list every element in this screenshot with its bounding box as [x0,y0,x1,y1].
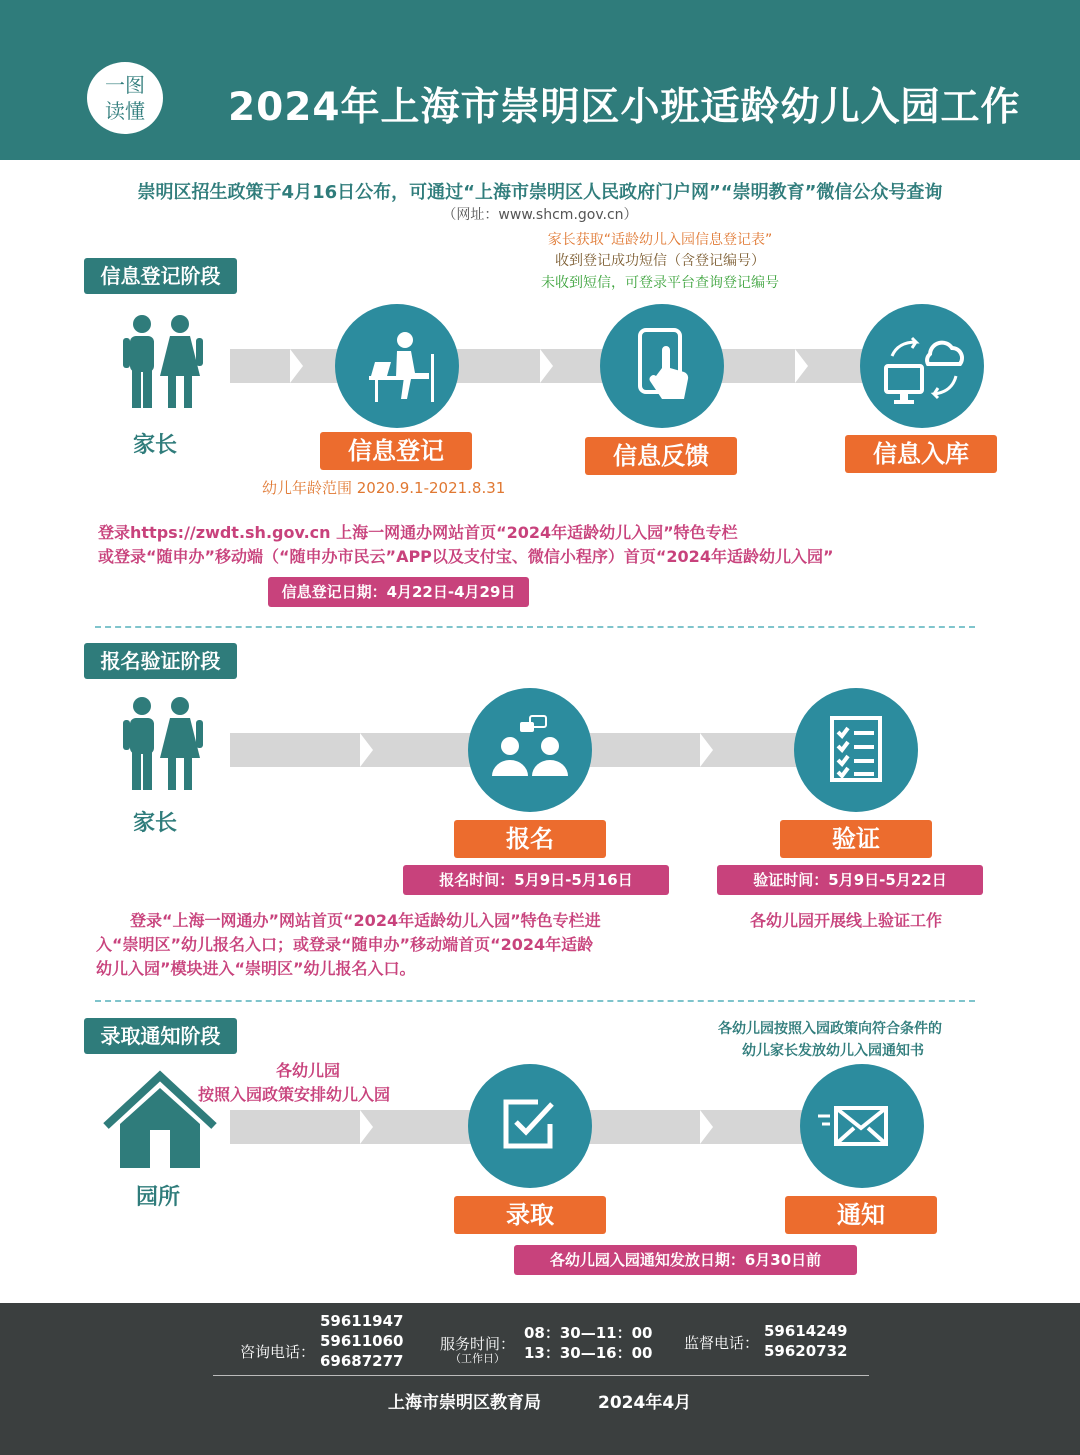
consult-number: 59611060 [320,1332,404,1350]
cloud-sync-icon [860,304,984,428]
stage3-note-left2: 按照入园政策安排幼儿入园 [198,1085,391,1104]
stage2-desc-line3: 幼儿入园”模块进入“崇明区”幼儿报名入口。 [96,959,416,978]
stage2-label-verify: 验证 [780,820,932,858]
stage1-label-register: 信息登记 [320,432,472,470]
people-icon [118,314,204,410]
stage2-desc-line1: 登录“上海一网通办”网站首页“2024年适龄幼儿入园”特色专栏进 [130,911,601,930]
age-range: 幼儿年龄范围 2020.9.1-2021.8.31 [262,479,506,497]
stage1-label-feedback: 信息反馈 [585,437,737,475]
divider [95,626,975,628]
stage3-actor: 园所 [136,1185,181,1210]
stage2-desc-right: 各幼儿园开展线上验证工作 [750,911,943,930]
stage3-label-admit: 录取 [454,1196,606,1234]
footer [0,1303,1080,1455]
intro-line: 崇明区招生政策于4月16日公布，可通过“上海市崇明区人民政府门户网”“崇明教育”微信公众号查询 [137,182,943,203]
house-icon [100,1068,220,1168]
badge-line1: 一图 [105,73,145,97]
stage1-title: 信息登记阶段 [84,258,237,294]
stage3-date: 各幼儿园入园通知发放日期：6月30日前 [514,1245,857,1275]
supervise-label: 监督电话： [684,1334,760,1352]
footer-divider [213,1375,869,1376]
page-title: 2024年上海市崇明区小班适龄幼儿入园工作 [228,85,1021,130]
header [0,0,1080,160]
badge-line2: 读懂 [105,99,145,123]
stage3-note-left1: 各幼儿园 [275,1061,340,1080]
divider [95,1000,975,1002]
consult-label: 咨询电话： [240,1343,316,1361]
consult-number: 69687277 [320,1352,404,1370]
consult-number: 59611947 [320,1312,404,1330]
arrow-icon [795,349,808,383]
service-time: 13：30—16：00 [524,1344,653,1362]
mail-icon [800,1064,924,1188]
stage1-label-storage: 信息入库 [845,435,997,473]
stage1-date: 信息登记日期：4月22日-4月29日 [268,577,529,607]
footer-date: 2024年4月 [598,1393,692,1413]
arrow-icon [360,1110,373,1144]
stage1-desc2: 或登录“随申办”移动端（“随申办市民云”APP以及支付宝、微信小程序）首页“2024年适龄幼儿入园” [98,547,834,566]
supervise-number: 59620732 [764,1342,848,1360]
stage1-note1: 家长获取“适龄幼儿入园信息登记表” [547,232,773,248]
stage2-label-apply: 报名 [454,820,606,858]
stage3-note-right1: 各幼儿园按照入园政策向符合条件的 [718,1021,942,1037]
stage2-desc-line2: 入“崇明区”幼儿报名入口；或登录“随申办”移动端首页“2024年适龄 [96,935,594,954]
phone-touch-icon [600,304,724,428]
people-icon [118,696,204,792]
checklist-icon [794,688,918,812]
checkbox-icon [468,1064,592,1188]
stage1-note2: 收到登记成功短信（含登记编号） [555,253,765,269]
group-chat-icon [468,688,592,812]
computer-user-icon [335,304,459,428]
stage3-label-notify: 通知 [785,1196,937,1234]
stage1-actor: 家长 [133,433,178,458]
footer-org: 上海市崇明区教育局 [388,1393,541,1413]
stage1-note3: 未收到短信，可登录平台查询登记编号 [541,275,779,291]
stage2-date-verify: 验证时间：5月9日-5月22日 [717,865,983,895]
stage3-title: 录取通知阶段 [84,1018,237,1054]
intro-url: （网址：www.shcm.gov.cn） [442,207,638,223]
arrow-icon [290,349,303,383]
stage2-date-apply: 报名时间：5月9日-5月16日 [403,865,669,895]
arrow-icon [700,733,713,767]
service-time: 08：30—11：00 [524,1324,653,1342]
supervise-number: 59614249 [764,1322,848,1340]
stage2-title: 报名验证阶段 [84,643,237,679]
service-label: 服务时间： [440,1335,516,1353]
service-sub: （工作日） [450,1352,505,1365]
stage2-actor: 家长 [133,811,178,836]
arrow-icon [360,733,373,767]
badge [87,62,163,134]
arrow-icon [700,1110,713,1144]
stage1-desc1: 登录https://zwdt.sh.gov.cn 上海一网通办网站首页“2024年适龄幼儿入园”特色专栏 [98,523,738,542]
arrow-icon [540,349,553,383]
stage3-note-right2: 幼儿家长发放幼儿入园通知书 [742,1043,924,1059]
